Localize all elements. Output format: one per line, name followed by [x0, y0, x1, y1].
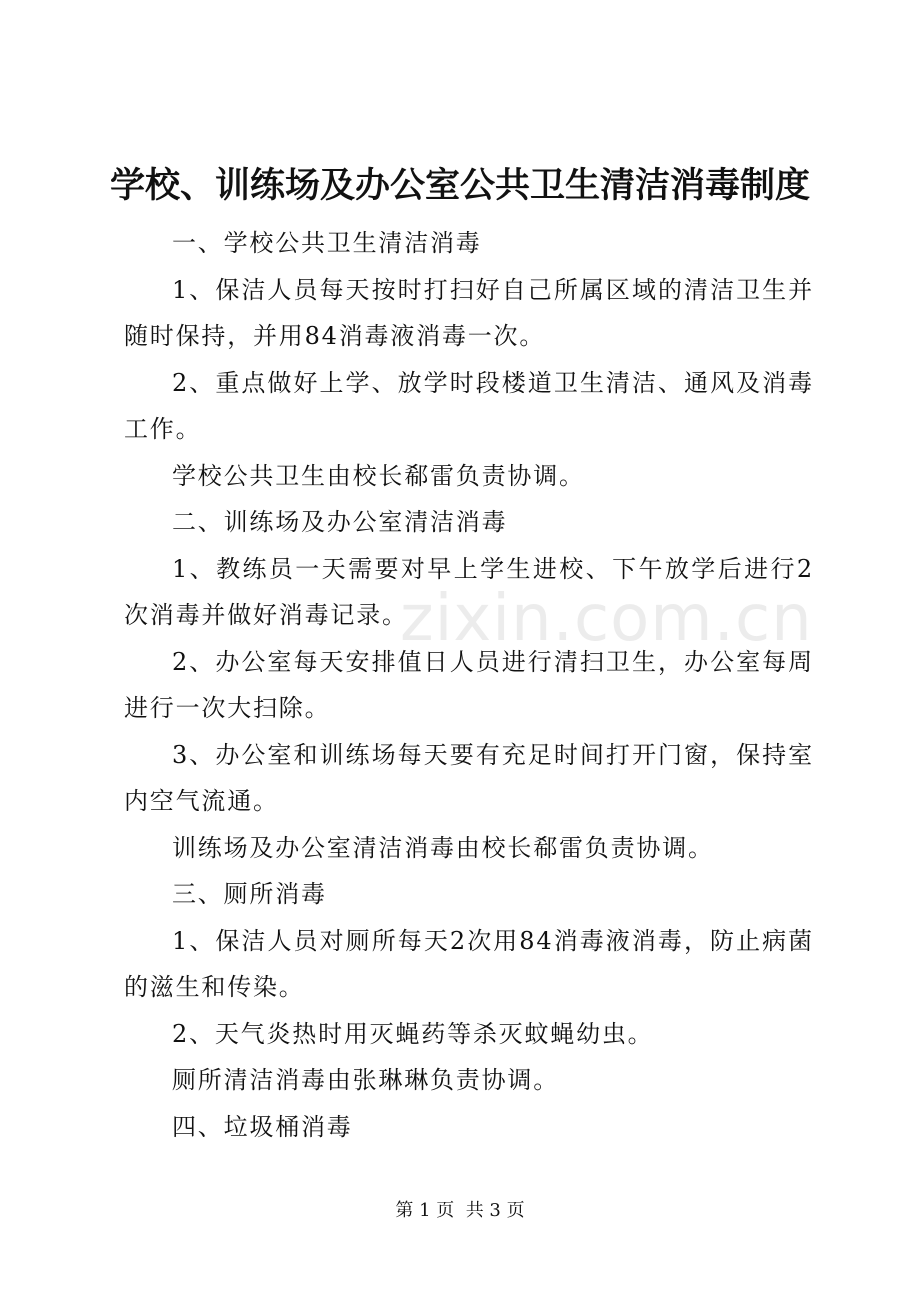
- document-title: 学校、训练场及办公室公共卫生清洁消毒制度: [109, 165, 810, 206]
- section-heading-1: 一、学校公共卫生清洁消毒: [172, 229, 482, 257]
- paragraph: 学校公共卫生由校长郗雷负责协调。: [172, 461, 585, 490]
- paragraph: 1、保洁人员每天按时打扫好自己所属区域的清洁卫生并随时保持，并用84消毒液消毒一次。: [124, 275, 814, 350]
- paragraph: 训练场及办公室清洁消毒由校长郗雷负责协调。: [172, 833, 714, 862]
- paragraph: 3、办公室和训练场每天要有充足时间打开门窗，保持室内空气流通。: [124, 740, 814, 815]
- section-heading-2: 二、训练场及办公室清洁消毒: [172, 508, 508, 536]
- watermark: zixin.com.cn: [400, 582, 813, 656]
- paragraph: 1、教练员一天需要对早上学生进校、下午放学后进行2次消毒并做好消毒记录。: [124, 554, 814, 629]
- document-body: [124, 220, 814, 1150]
- page-footer: 第 1 页 共 3 页: [395, 1200, 525, 1221]
- paragraph: 厕所清洁消毒由张琳琳负责协调。: [172, 1066, 559, 1094]
- section-heading-4: 四、垃圾桶消毒: [172, 1112, 353, 1141]
- paragraph: 1、保洁人员对厕所每天2次用84消毒液消毒，防止病菌的滋生和传染。: [124, 926, 814, 1001]
- paragraph: 2、重点做好上学、放学时段楼道卫生清洁、通风及消毒工作。: [124, 368, 814, 443]
- paragraph: 2、办公室每天安排值日人员进行清扫卫生，办公室每周进行一次大扫除。: [124, 647, 814, 722]
- paragraph: 2、天气炎热时用灭蝇药等杀灭蚊蝇幼虫。: [172, 1019, 654, 1048]
- section-heading-3: 三、厕所消毒: [172, 880, 327, 908]
